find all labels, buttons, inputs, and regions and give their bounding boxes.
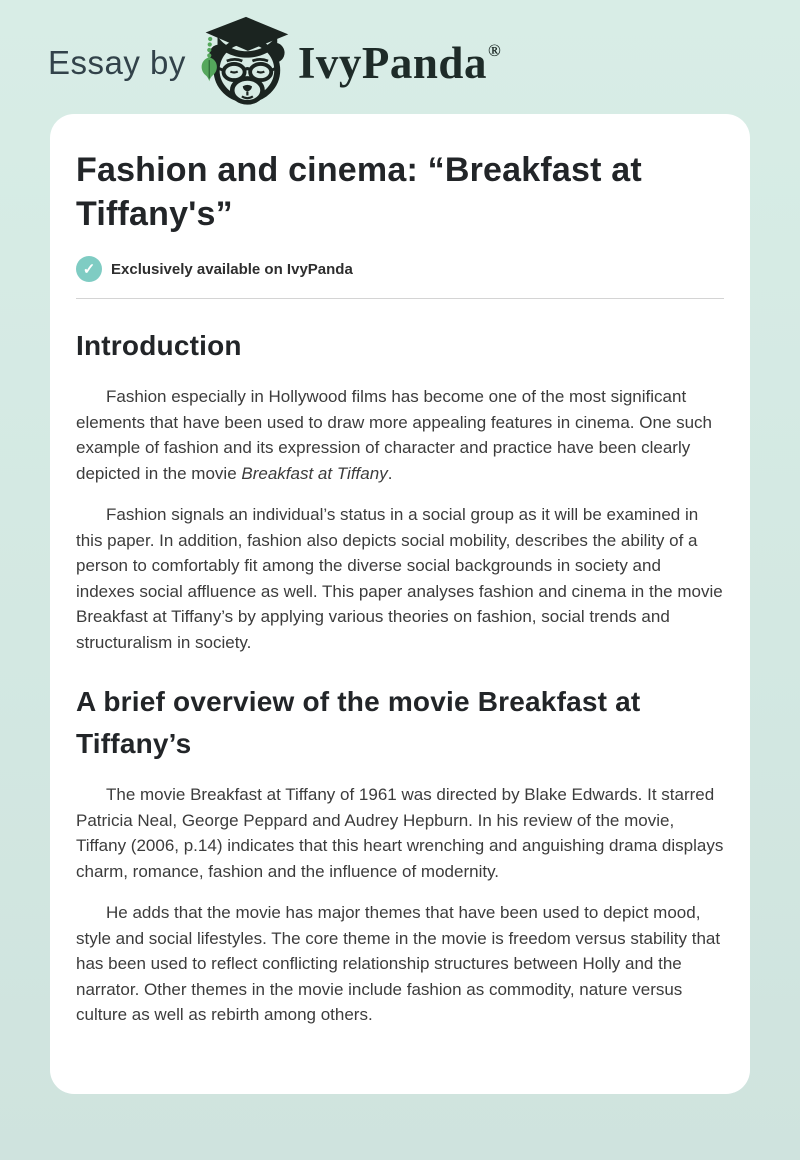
section-heading: Introduction [76,330,242,361]
registered-mark: ® [487,41,501,60]
header-prefix: Essay by [48,44,186,81]
essay-body [76,325,724,1028]
essay-paragraph: He adds that the movie has major themes that have been used to depict mood, style and social lifestyles. The core theme in the movie is freedom versus stability that has been used to reflect conflicting relationship structures between Holly and the narrator. Other themes in the movie include fashion as commodity, nature versus culture as well as rebirth among others. [76,903,721,1024]
brand-wordmark [298,37,501,89]
header [0,0,800,100]
panda-graduate-logo-icon [200,16,292,106]
check-icon: ✓ [76,256,102,282]
exclusive-badge-label: Exclusively available on IvyPanda [111,260,353,278]
essay-paragraph: Fashion signals an individual’s status in a social group as it will be examined in this paper. In addition, fashion also depicts social mobility, describes the ability of a person to comfortably fit among the diverse social backgrounds in society and indexes social affluence as well. This paper analyses fashion and cinema in the movie Breakfast at Tiffany’s by applying various theories on fashion, social trends and structuralism in society. [76,505,723,652]
panda-eye-right [257,72,264,73]
exclusive-badge [76,256,724,282]
divider [76,298,724,299]
panda-eyebrow-left [227,59,243,61]
essay-paragraph: The movie Breakfast at Tiffany of 1961 was directed by Blake Edwards. It starred Patricia Neal, George Peppard and Audrey Hepburn. In his review of the movie, Tiffany (2006, p.14) indicates that this heart wrenching and anguishing drama displays charm, romance, fashion and the influence of modernity. [76,785,724,881]
section-heading: A brief overview of the movie Breakfast at Tiffany’s [76,686,641,759]
essay-title: Fashion and cinema: “Breakfast at Tiffany's” [76,151,642,233]
brand-name: IvyPanda [297,38,487,88]
essay-card [50,114,750,1094]
essay-paragraph: Fashion especially in Hollywood films has become one of the most significant elements that have been used to draw more appealing features in cinema. One such example of fashion and its expression of character and practice have been clearly depicted in the movie Breakfast at Tiffany. [76,387,712,483]
panda-eyebrow-right [252,59,268,61]
panda-eye-left [230,72,237,73]
